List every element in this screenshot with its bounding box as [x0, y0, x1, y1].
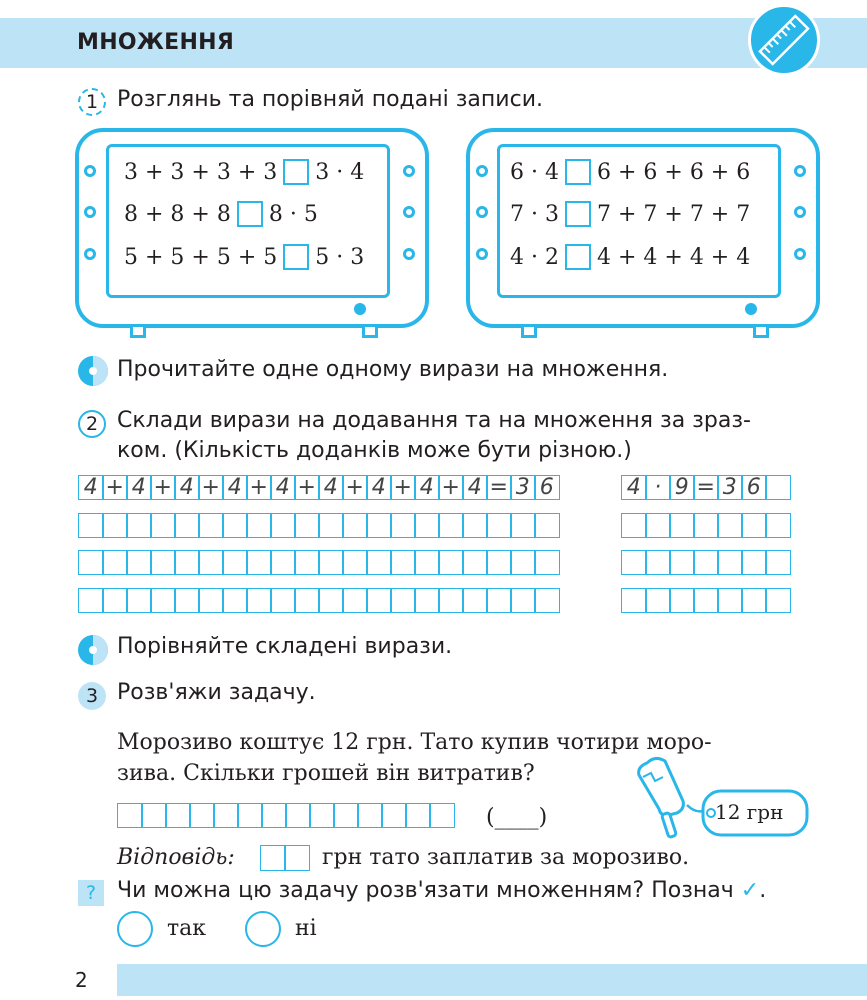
- grid-cell[interactable]: [294, 513, 320, 538]
- grid-cell[interactable]: [414, 513, 440, 538]
- option-no-radio[interactable]: [245, 911, 281, 947]
- grid-cell[interactable]: [342, 513, 368, 538]
- grid-cell[interactable]: [270, 513, 296, 538]
- grid-cell[interactable]: [741, 513, 767, 538]
- comparison-box[interactable]: [565, 244, 591, 270]
- tv-indicator-dot: [745, 303, 757, 315]
- grid-cell[interactable]: [669, 513, 695, 538]
- tv-knob: [476, 165, 488, 177]
- grid-cell: 4: [78, 475, 104, 500]
- tv-leg: [362, 324, 378, 338]
- grid-cell: [765, 475, 791, 500]
- grid-cell[interactable]: [765, 513, 791, 538]
- grid-cell[interactable]: [261, 803, 287, 828]
- grid-cell[interactable]: [510, 588, 536, 613]
- tv-leg: [521, 324, 537, 338]
- tv-knob: [84, 206, 96, 218]
- grid-cell[interactable]: [438, 588, 464, 613]
- option-yes-label: так: [167, 916, 207, 941]
- grid-cell[interactable]: [102, 513, 128, 538]
- task-number-1: 1: [78, 88, 106, 116]
- grid-cell: 4: [462, 475, 488, 500]
- price-tag: 12 грн: [715, 800, 784, 824]
- multiplication-answer-grid[interactable]: [621, 513, 791, 538]
- addition-answer-grid[interactable]: [78, 513, 560, 538]
- grid-cell[interactable]: [534, 550, 560, 575]
- grid-cell[interactable]: [174, 588, 200, 613]
- grid-cell[interactable]: [390, 588, 416, 613]
- grid-cell[interactable]: [438, 513, 464, 538]
- comparison-box[interactable]: [283, 159, 309, 185]
- addition-answer-grid[interactable]: [78, 550, 560, 575]
- grid-cell: 4: [414, 475, 440, 500]
- grid-cell[interactable]: [486, 550, 512, 575]
- tv-knob: [794, 248, 806, 260]
- units-blank[interactable]: (____): [486, 805, 548, 830]
- grid-cell: 4: [174, 475, 200, 500]
- answer-input-grid[interactable]: [260, 845, 310, 871]
- expression-right: 4 + 4 + 4 + 4: [596, 244, 751, 270]
- grid-cell: +: [294, 475, 320, 500]
- grid-cell[interactable]: [693, 550, 719, 575]
- footer-band: [117, 964, 867, 996]
- task3-instruction: Розв'яжи задачу.: [117, 680, 316, 705]
- grid-cell[interactable]: [198, 550, 224, 575]
- comparison-row: [124, 157, 364, 187]
- grid-cell: 4: [126, 475, 152, 500]
- question-icon: ?: [78, 880, 104, 906]
- grid-cell[interactable]: [366, 588, 392, 613]
- grid-cell[interactable]: [78, 550, 104, 575]
- grid-cell[interactable]: [213, 803, 239, 828]
- grid-cell[interactable]: [237, 803, 263, 828]
- grid-cell: =: [693, 475, 719, 500]
- comparison-box[interactable]: [283, 244, 309, 270]
- grid-cell[interactable]: [198, 513, 224, 538]
- grid-cell[interactable]: [150, 513, 176, 538]
- tv-knob: [794, 206, 806, 218]
- grid-cell[interactable]: [318, 513, 344, 538]
- solution-grid[interactable]: [117, 803, 455, 828]
- grid-cell[interactable]: [342, 550, 368, 575]
- grid-cell: =: [486, 475, 512, 500]
- grid-cell: +: [246, 475, 272, 500]
- grid-cell[interactable]: [429, 803, 455, 828]
- expression-left: 4 · 2: [510, 244, 559, 270]
- tv-knob: [794, 165, 806, 177]
- grid-cell[interactable]: [318, 588, 344, 613]
- grid-cell[interactable]: [150, 550, 176, 575]
- multiplication-answer-grid[interactable]: [621, 550, 791, 575]
- expression-right: 8 · 5: [268, 201, 318, 227]
- page-title: МНОЖЕННЯ: [77, 30, 235, 55]
- tv-indicator-dot: [354, 303, 366, 315]
- grid-cell[interactable]: [246, 550, 272, 575]
- grid-cell[interactable]: [717, 550, 743, 575]
- grid-cell[interactable]: [693, 513, 719, 538]
- comparison-row: [124, 199, 318, 229]
- grid-cell: +: [390, 475, 416, 500]
- comparison-box[interactable]: [565, 201, 591, 227]
- grid-cell: +: [102, 475, 128, 500]
- grid-cell[interactable]: [717, 588, 743, 613]
- tv-knob: [476, 248, 488, 260]
- grid-cell[interactable]: [318, 550, 344, 575]
- expression-right: 6 + 6 + 6 + 6: [596, 159, 751, 185]
- comparison-row: [510, 199, 750, 229]
- tv-leg: [130, 324, 146, 338]
- check-icon: ✓: [740, 878, 760, 903]
- comparison-box[interactable]: [237, 201, 263, 227]
- tv-leg: [753, 324, 769, 338]
- grid-cell[interactable]: [342, 588, 368, 613]
- ruler-badge: [748, 4, 820, 76]
- grid-cell[interactable]: [333, 803, 359, 828]
- grid-cell[interactable]: [246, 513, 272, 538]
- grid-cell[interactable]: [486, 513, 512, 538]
- option-no-label: ні: [295, 916, 317, 941]
- grid-cell[interactable]: [284, 845, 310, 871]
- grid-cell[interactable]: [510, 550, 536, 575]
- expression-left: 8 + 8 + 8: [124, 201, 231, 227]
- grid-cell[interactable]: [294, 550, 320, 575]
- grid-cell[interactable]: [669, 550, 695, 575]
- grid-cell[interactable]: [78, 588, 104, 613]
- grid-cell: 4: [621, 475, 647, 500]
- grid-cell[interactable]: [741, 588, 767, 613]
- grid-cell[interactable]: [414, 550, 440, 575]
- pair-work-icon: [78, 356, 108, 386]
- grid-cell[interactable]: [534, 588, 560, 613]
- grid-cell[interactable]: [222, 588, 248, 613]
- grid-cell: 4: [318, 475, 344, 500]
- grid-cell[interactable]: [486, 588, 512, 613]
- grid-cell: 6: [534, 475, 560, 500]
- grid-cell[interactable]: [126, 513, 152, 538]
- problem-text-line1: Морозиво коштує 12 грн. Тато купив чотири моро-: [117, 730, 712, 755]
- grid-cell[interactable]: [126, 550, 152, 575]
- grid-cell[interactable]: [165, 803, 191, 828]
- sample-multiplication-grid: [621, 475, 791, 500]
- tv-knob: [403, 206, 415, 218]
- grid-cell[interactable]: [621, 550, 647, 575]
- grid-cell[interactable]: [621, 588, 647, 613]
- grid-cell[interactable]: [357, 803, 383, 828]
- tv-knob: [403, 165, 415, 177]
- grid-cell[interactable]: [390, 513, 416, 538]
- grid-cell[interactable]: [405, 803, 431, 828]
- tv-knob: [84, 248, 96, 260]
- answer-label: Відповідь:: [117, 845, 235, 870]
- grid-cell[interactable]: [438, 550, 464, 575]
- grid-cell: 9: [669, 475, 695, 500]
- expression-left: 3 + 3 + 3 + 3: [124, 159, 278, 185]
- grid-cell[interactable]: [117, 803, 143, 828]
- expression-right: 3 · 4: [315, 159, 365, 185]
- option-yes-radio[interactable]: [117, 911, 153, 947]
- grid-cell[interactable]: [462, 588, 488, 613]
- grid-cell[interactable]: [621, 513, 647, 538]
- grid-cell[interactable]: [765, 588, 791, 613]
- grid-cell[interactable]: [390, 550, 416, 575]
- page-number: 2: [75, 968, 88, 992]
- grid-cell[interactable]: [366, 550, 392, 575]
- grid-cell[interactable]: [246, 588, 272, 613]
- task2-instruction-line1: Склади вирази на додавання та на множення за зраз-: [117, 408, 751, 433]
- grid-cell[interactable]: [222, 550, 248, 575]
- expression-left: 6 · 4: [510, 159, 559, 185]
- grid-cell: +: [150, 475, 176, 500]
- grid-cell[interactable]: [366, 513, 392, 538]
- problem-text-line2: зива. Скільки грошей він витратив?: [117, 761, 535, 786]
- grid-cell[interactable]: [222, 513, 248, 538]
- grid-cell[interactable]: [510, 513, 536, 538]
- grid-cell[interactable]: [260, 845, 286, 871]
- comparison-box[interactable]: [565, 159, 591, 185]
- comparison-row: [510, 242, 750, 272]
- ruler-icon: [751, 7, 817, 73]
- task-number-2: 2: [78, 410, 106, 438]
- grid-cell[interactable]: [126, 588, 152, 613]
- grid-cell[interactable]: [414, 588, 440, 613]
- grid-cell[interactable]: [78, 513, 104, 538]
- grid-cell: +: [342, 475, 368, 500]
- grid-cell[interactable]: [189, 803, 215, 828]
- grid-cell[interactable]: [294, 588, 320, 613]
- tv-knob: [403, 248, 415, 260]
- grid-cell[interactable]: [270, 550, 296, 575]
- task1-instruction: Розглянь та порівняй подані записи.: [117, 87, 543, 112]
- grid-cell: 4: [270, 475, 296, 500]
- task-number-3: 3: [78, 682, 106, 710]
- grid-cell: ·: [645, 475, 671, 500]
- task2-instruction-line2: ком. (Кількість доданків може бути різною.): [117, 438, 632, 463]
- grid-cell[interactable]: [102, 588, 128, 613]
- grid-cell: +: [438, 475, 464, 500]
- grid-cell: 6: [741, 475, 767, 500]
- grid-cell: 3: [717, 475, 743, 500]
- grid-cell[interactable]: [198, 588, 224, 613]
- grid-cell[interactable]: [285, 803, 311, 828]
- grid-cell[interactable]: [381, 803, 407, 828]
- grid-cell[interactable]: [174, 550, 200, 575]
- answer-tail: грн тато заплатив за морозиво.: [322, 845, 690, 870]
- grid-cell[interactable]: [309, 803, 335, 828]
- tv-knob: [84, 165, 96, 177]
- multiplication-answer-grid[interactable]: [621, 588, 791, 613]
- grid-cell[interactable]: [462, 550, 488, 575]
- tip-text: Порівняйте складені вирази.: [117, 634, 453, 659]
- grid-cell[interactable]: [462, 513, 488, 538]
- question-text: Чи можна цю задачу розв'язати множенням? Познач: [117, 878, 734, 903]
- tv-knob: [476, 206, 488, 218]
- grid-cell[interactable]: [534, 513, 560, 538]
- grid-cell[interactable]: [174, 513, 200, 538]
- tip-text: Прочитайте одне одному вирази на множення.: [117, 357, 669, 382]
- grid-cell[interactable]: [645, 550, 671, 575]
- grid-cell: 4: [222, 475, 248, 500]
- question-end: .: [759, 878, 767, 903]
- grid-cell[interactable]: [270, 588, 296, 613]
- expression-left: 5 + 5 + 5 + 5: [124, 244, 278, 270]
- grid-cell[interactable]: [141, 803, 167, 828]
- question-line: [117, 877, 766, 905]
- grid-cell[interactable]: [717, 513, 743, 538]
- grid-cell[interactable]: [765, 550, 791, 575]
- grid-cell[interactable]: [150, 588, 176, 613]
- grid-cell[interactable]: [102, 550, 128, 575]
- grid-cell[interactable]: [741, 550, 767, 575]
- grid-cell[interactable]: [645, 513, 671, 538]
- grid-cell: 4: [366, 475, 392, 500]
- grid-cell[interactable]: [669, 588, 695, 613]
- sample-addition-grid: [78, 475, 560, 500]
- expression-right: 5 · 3: [315, 244, 365, 270]
- grid-cell: 3: [510, 475, 536, 500]
- grid-cell: +: [198, 475, 224, 500]
- addition-answer-grid[interactable]: [78, 588, 560, 613]
- grid-cell[interactable]: [693, 588, 719, 613]
- pair-work-icon: [78, 635, 108, 665]
- comparison-row: [124, 242, 364, 272]
- grid-cell[interactable]: [645, 588, 671, 613]
- comparison-row: [510, 157, 750, 187]
- expression-left: 7 · 3: [510, 201, 559, 227]
- expression-right: 7 + 7 + 7 + 7: [596, 201, 751, 227]
